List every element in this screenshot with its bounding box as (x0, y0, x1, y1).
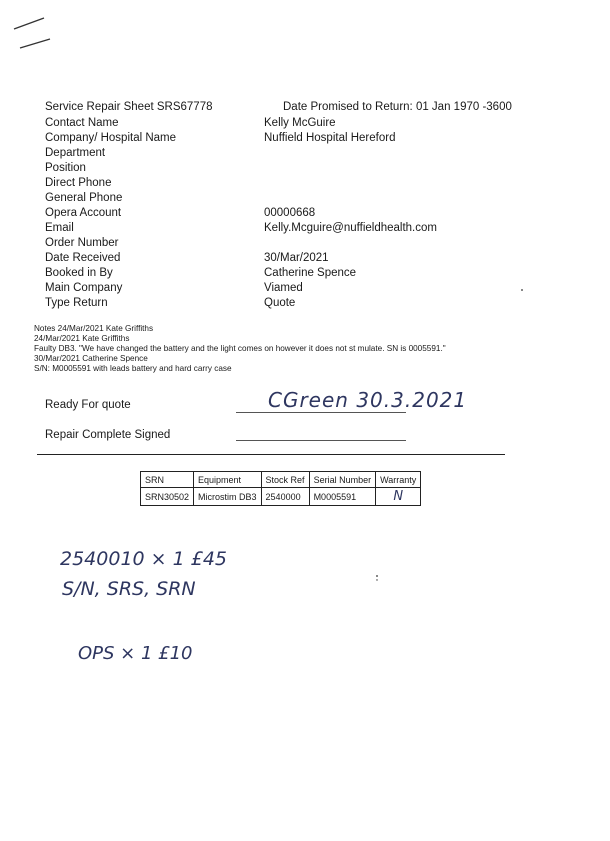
col-stock-ref: Stock Ref (261, 472, 309, 488)
ready-signature: CGreen 30.3.2021 (268, 388, 468, 412)
cell-warranty (376, 488, 421, 506)
cell-srn: SRN30502 (141, 488, 194, 506)
date-promised: Date Promised to Return: 01 Jan 1970 -3600 (283, 101, 512, 113)
cell-stock-ref: 2540000 (261, 488, 309, 506)
table-row (141, 488, 421, 506)
cell-equipment: Microstim DB3 (194, 488, 262, 506)
table-header-row (141, 472, 421, 488)
field-type-return: Type Return Quote (45, 297, 296, 309)
warranty-handwritten: N (393, 489, 404, 504)
note-line: S/N: M0005591 with leads battery and hard carry case (34, 364, 232, 373)
section-divider (37, 454, 505, 455)
col-serial-number: Serial Number (309, 472, 376, 488)
field-department: Department (45, 147, 106, 159)
field-general-phone: General Phone (45, 192, 123, 204)
field-contact-name: Contact Name Kelly McGuire (45, 117, 336, 129)
handwritten-line-1: 2540010 × 1 £45 (60, 548, 228, 570)
col-srn: SRN (141, 472, 194, 488)
handwritten-line-3: OPS × 1 £10 (78, 643, 193, 664)
field-booked-in-by: Booked in By Catherine Spence (45, 267, 357, 279)
contact-fields (45, 116, 565, 311)
equipment-table (140, 471, 421, 506)
field-position: Position (45, 162, 86, 174)
handwritten-line-2: S/N, SRS, SRN (62, 578, 196, 600)
cell-serial-number: M0005591 (309, 488, 376, 506)
field-order-number: Order Number (45, 237, 119, 249)
col-equipment: Equipment (194, 472, 262, 488)
field-date-received: Date Received 30/Mar/2021 (45, 252, 329, 264)
note-line: Faulty DB3. "We have changed the battery and the light comes on however it does not st mulate. SN is 0005591." (34, 344, 446, 353)
col-warranty: Warranty (376, 472, 421, 488)
ready-for-quote-label: Ready For quote (45, 399, 131, 411)
field-company: Company/ Hospital Name Nuffield Hospital Hereford (45, 132, 396, 144)
field-direct-phone: Direct Phone (45, 177, 112, 189)
sheet-title: Service Repair Sheet SRS67778 (45, 101, 213, 113)
note-line: Notes 24/Mar/2021 Kate Griffiths (34, 324, 154, 333)
ready-signature-line (236, 412, 406, 413)
notes-block (34, 324, 594, 374)
field-main-company: Main Company Viamed (45, 282, 303, 294)
field-email: Email Kelly.Mcguire@nuffieldhealth.com (45, 222, 437, 234)
note-line: 30/Mar/2021 Catherine Spence (34, 354, 148, 363)
field-opera-account: Opera Account 00000668 (45, 207, 316, 219)
repair-complete-label: Repair Complete Signed (45, 429, 171, 441)
repair-signature-line (236, 440, 406, 441)
note-line: 24/Mar/2021 Kate Griffiths (34, 334, 130, 343)
